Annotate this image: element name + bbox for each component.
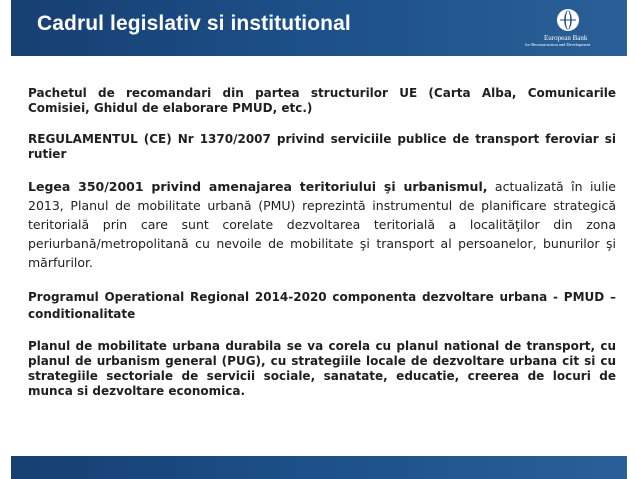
logo-name-line1: European Bank [544,34,588,42]
footer-bar [11,456,627,479]
paragraph-law-350 [28,177,616,272]
header-bar [11,0,627,56]
ebrd-logo-icon [556,8,580,32]
paragraph-por: Programul Operational Regional 2014-2020 componenta dezvoltare urbana - PMUD – conditionalitate [28,290,616,321]
ebrd-logo [516,8,622,50]
slide-body [28,86,616,399]
logo-name-line2: for Reconstruction and Development [525,42,590,47]
law-350-title: Legea 350/2001 privind amenajarea teritoriului şi urbanismul, [28,179,488,194]
paragraph-eu-recommendations: Pachetul de recomandari din partea structurilor UE (Carta Alba, Comunicarile Comisiei, Ghidul de elaborare PMUD, etc.) [28,86,616,115]
paragraph-pmud-correlation: Planul de mobilitate urbana durabila se va corela cu planul national de transport, cu planul de urbanism general (PUG), cu strategiile locale de dezvoltare urbana cit si cu strategiile sectoriale de servicii sociale, sanatate, educatie, creerea de locuri de munca si dezvoltare economica. [28,339,616,398]
paragraph-regulation: REGULAMENTUL (CE) Nr 1370/2007 privind serviciile publice de transport feroviar si rutier [28,132,616,161]
law-350-text: actualizată în iulie 2013, Planul de mobilitate urbană (PMU) reprezintă instrumentul de planificare strategică teritorială prin care sunt corelate dezvoltarea teritorială a localităţilor din zona periurbană/metropolitană cu nevoile de mobilitate şi transport al persoanelor, bunurilor şi mărfurilor. [28,179,616,270]
slide-title: Cadrul legislativ si institutional [37,12,351,35]
